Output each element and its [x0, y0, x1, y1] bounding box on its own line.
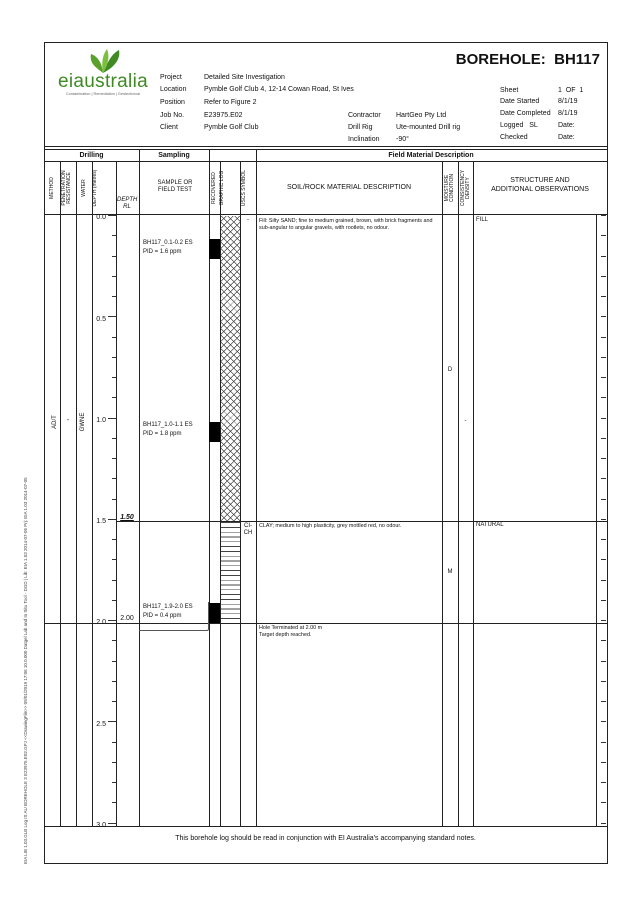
- logged-label: Logged SL: [500, 122, 538, 129]
- edge-tick: [601, 397, 606, 398]
- sample-3-id: BH117_1.9-2.0 ES: [143, 604, 193, 610]
- inclination-value: -90°: [396, 136, 409, 143]
- rig-label: Drill Rig: [348, 124, 373, 131]
- depth-label-3: 1.5: [96, 518, 106, 525]
- col-recovered: RECOVERED: [211, 172, 217, 204]
- col-graphic: GRAPHIC LOG: [219, 170, 225, 206]
- edge-tick: [601, 235, 606, 236]
- edge-tick: [601, 721, 606, 722]
- edge-tick: [601, 256, 606, 257]
- depth-major-tick: [108, 519, 116, 520]
- depth-minor-tick: [112, 701, 116, 702]
- sample-2-test: PID = 1.8 ppm: [143, 431, 182, 437]
- graphic-log-clay: [221, 522, 240, 623]
- edge-tick: [601, 742, 606, 743]
- drilling-method: AD/T: [52, 415, 58, 429]
- depth-minor-tick: [112, 600, 116, 601]
- depth-minor-tick: [112, 397, 116, 398]
- contractor-label: Contractor: [348, 112, 381, 119]
- contractor-value: HartGeo Pty Ltd: [396, 112, 447, 119]
- col-structure: STRUCTURE AND ADDITIONAL OBSERVATIONS: [491, 177, 589, 193]
- termination-boundary: [44, 623, 607, 624]
- col-uscs: USCS SYMBOL: [241, 169, 247, 207]
- sample-marker-3: [209, 603, 220, 623]
- project-label: Project: [160, 74, 182, 81]
- log-bottom-rule: [44, 826, 607, 827]
- sample-3-test: PID = 0.4 ppm: [143, 613, 182, 619]
- col-line-11: [458, 161, 459, 826]
- date-started-label: Date Started: [500, 98, 540, 105]
- col-line-8: [240, 161, 241, 826]
- uscs-fill: -: [247, 217, 249, 223]
- sample-1-test: PID = 1.6 ppm: [143, 249, 182, 255]
- edge-tick: [601, 438, 606, 439]
- company-logo: [56, 48, 150, 98]
- edge-tick: [601, 519, 606, 520]
- job-value: E23975.E02: [204, 112, 243, 119]
- sample-1: [143, 240, 193, 256]
- company-tagline: Contamination | Remediation | Geotechnical: [65, 92, 141, 96]
- depth-label-4: 2.0: [96, 619, 106, 626]
- drilling-penetration: -: [66, 417, 70, 424]
- depth-minor-tick: [112, 276, 116, 277]
- header-divider: [44, 146, 607, 147]
- depth-minor-tick: [112, 438, 116, 439]
- sample-marker-2: [209, 422, 220, 442]
- col-line-9: [256, 150, 257, 826]
- depth-major-tick: [108, 316, 116, 317]
- side-note: EIA LIB 1.03.GLB Log IS AU BOREHOLE 3 E23975.E02.GPJ <<DrawingFile>> 09/01/2019 17:06 10.0.000 Datgel Lab and In Situ Tool - DGD | Lib: EIA 1.03 2014-07-05 Prj: EIA 1.03 2014-07-05: [23, 477, 28, 864]
- rig-value: Ute-mounted Drill rig: [396, 124, 461, 131]
- edge-tick: [601, 802, 606, 803]
- col-sample: SAMPLE OR FIELD TEST: [157, 180, 193, 193]
- termination-line-1: Hole Terminated at 2.00 m: [259, 625, 323, 631]
- sheet-value: 1 OF 1: [558, 87, 584, 94]
- depth-major-tick: [108, 418, 116, 419]
- edge-tick: [601, 377, 606, 378]
- graphic-log-fill: [221, 216, 240, 521]
- depth-minor-tick: [112, 681, 116, 682]
- edge-tick: [601, 316, 606, 317]
- page-frame: [44, 42, 608, 864]
- checked-date: Date:: [558, 134, 575, 141]
- edge-tick: [601, 600, 606, 601]
- edge-tick: [601, 499, 606, 500]
- structure-fill: FILL: [476, 217, 489, 223]
- footer-note: This borehole log should be read in conjunction with EI Australia's accompanying standard notes.: [175, 835, 476, 842]
- depth-minor-tick: [112, 762, 116, 763]
- checked-label: Checked: [500, 134, 528, 141]
- depth-minor-tick: [112, 539, 116, 540]
- depth-major-tick: [108, 823, 116, 824]
- col-line-2: [76, 161, 77, 826]
- col-consistency: CONSISTENCY DENSITY: [460, 169, 471, 207]
- depth-minor-tick: [112, 661, 116, 662]
- depth-minor-tick: [112, 458, 116, 459]
- edge-tick: [601, 478, 606, 479]
- edge-tick: [601, 276, 606, 277]
- location-label: Location: [160, 86, 187, 93]
- depth-minor-tick: [112, 296, 116, 297]
- date-completed-value: 8/1/19: [558, 110, 578, 117]
- logged-date: Date:: [558, 122, 575, 129]
- description-clay: CLAY; medium to high plasticity, grey mottled red, no odour.: [259, 523, 402, 529]
- col-rl: RL: [123, 204, 131, 210]
- depth-minor-tick: [112, 802, 116, 803]
- depth-minor-tick: [112, 337, 116, 338]
- inclination-label: Inclination: [348, 136, 380, 143]
- col-line-13: [596, 214, 597, 826]
- sample-marker-1: [209, 239, 220, 259]
- date-completed-label: Date Completed: [500, 110, 551, 117]
- edge-tick: [601, 418, 606, 419]
- termination-depth-label: 2.00: [120, 615, 134, 622]
- depth-label-5: 2.5: [96, 721, 106, 728]
- depth-minor-tick: [112, 235, 116, 236]
- col-depth: DEPTH (metres): [92, 169, 98, 207]
- description-fill: Fill: Silty SAND; fine to medium grained, brown, with brick fragments and sub-angular to angular gravels, with rootlets, no odour.: [259, 218, 433, 231]
- depth-label-6: 3.0: [96, 822, 106, 829]
- col-line-5: [139, 150, 140, 826]
- edge-tick: [601, 215, 606, 216]
- moisture-fill: D: [447, 367, 453, 373]
- company-name: eiaustralia: [58, 71, 148, 92]
- edge-tick: [601, 580, 606, 581]
- sheet-label: Sheet: [500, 87, 519, 94]
- client-value: Pymble Golf Club: [204, 124, 259, 131]
- col-water: WATER: [81, 179, 87, 197]
- edge-tick: [601, 357, 606, 358]
- sample-2: [143, 422, 193, 438]
- client-label: Client: [160, 124, 178, 131]
- col-depth-rl: [117, 197, 137, 211]
- edge-tick: [601, 823, 606, 824]
- edge-tick: [601, 762, 606, 763]
- borehole-title: BOREHOLE: BH117: [455, 51, 600, 68]
- col-depth-rl-top: DEPTH: [117, 197, 138, 203]
- layer-depth-label: 1.50: [120, 514, 134, 521]
- depth-minor-tick: [112, 559, 116, 560]
- depth-label-2: 1.0: [96, 417, 106, 424]
- depth-minor-tick: [112, 580, 116, 581]
- depth-label-1: 0.5: [96, 316, 106, 323]
- layer-boundary-1-50: [116, 521, 607, 522]
- sample-3-box: [139, 602, 209, 631]
- consistency-fill: -: [464, 418, 467, 424]
- col-description: SOIL/ROCK MATERIAL DESCRIPTION: [286, 184, 412, 191]
- position-label: Position: [160, 99, 185, 106]
- depth-minor-tick: [112, 478, 116, 479]
- col-line-1: [60, 161, 61, 826]
- edge-tick: [601, 559, 606, 560]
- edge-tick: [601, 701, 606, 702]
- col-line-12: [473, 161, 474, 826]
- depth-label-0: 0.0: [96, 214, 106, 221]
- moisture-clay: M: [447, 569, 453, 575]
- drilling-heading: Drilling: [79, 152, 104, 159]
- depth-major-tick: [108, 721, 116, 722]
- job-label: Job No.: [160, 112, 185, 119]
- edge-tick: [601, 782, 606, 783]
- depth-major-tick: [108, 620, 116, 621]
- depth-minor-tick: [112, 357, 116, 358]
- field-heading: Field Material Description: [388, 152, 474, 159]
- depth-major-tick: [108, 215, 116, 216]
- section-heading-rule: [44, 161, 607, 162]
- drilling-water: GWNE: [80, 412, 86, 432]
- sample-1-id: BH117_0.1-0.2 ES: [143, 240, 193, 246]
- sample-2-id: BH117_1.0-1.1 ES: [143, 422, 193, 428]
- edge-tick: [601, 661, 606, 662]
- uscs-clay: CI-CH: [243, 523, 253, 536]
- sampling-heading: Sampling: [158, 152, 190, 159]
- date-started-value: 8/1/19: [558, 98, 578, 105]
- location-value: Pymble Golf Club 4, 12-14 Cowan Road, St Ives: [204, 86, 354, 93]
- edge-tick: [601, 458, 606, 459]
- edge-tick: [601, 296, 606, 297]
- structure-clay: NATURAL: [476, 522, 504, 528]
- col-line-4: [116, 161, 117, 826]
- edge-tick: [601, 640, 606, 641]
- depth-minor-tick: [112, 640, 116, 641]
- depth-minor-tick: [112, 377, 116, 378]
- column-header-rule: [44, 214, 607, 215]
- depth-minor-tick: [112, 499, 116, 500]
- position-value: Refer to Figure 2: [204, 99, 257, 106]
- col-line-10: [442, 161, 443, 826]
- col-method: METHOD: [49, 177, 55, 199]
- edge-tick: [601, 620, 606, 621]
- depth-minor-tick: [112, 742, 116, 743]
- edge-tick: [601, 681, 606, 682]
- edge-tick: [601, 539, 606, 540]
- project-value: Detailed Site Investigation: [204, 74, 285, 81]
- depth-minor-tick: [112, 256, 116, 257]
- edge-tick: [601, 337, 606, 338]
- depth-minor-tick: [112, 782, 116, 783]
- col-moisture: MOISTURE CONDITION: [444, 173, 455, 203]
- termination-line-2: Target depth reached.: [259, 632, 312, 638]
- col-penetration: PENETRATION RESISTANCE: [61, 170, 72, 206]
- header-divider-2: [44, 149, 607, 150]
